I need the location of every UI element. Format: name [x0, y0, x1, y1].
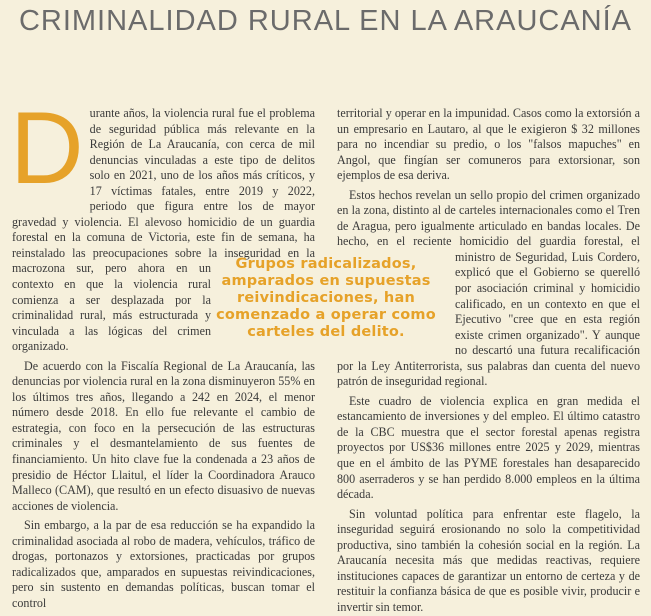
paragraph: territorial y operar en la impunidad. Casos como la extorsión a un empresario en Lautaro, al que le exigieron $ 32 millones para no incendiar su predio, o los "falsos mapuches" en Angol, que fingían ser comuneros para extorsionar, son ejemplos de esa deriva. — [337, 106, 640, 183]
pull-quote: Grupos radicalizados, amparados en supuestas reivindicaciones, han comenzado a operar como carteles del delito. — [216, 256, 436, 340]
paragraph: Sin voluntad política para enfrentar este flagelo, la inseguridad seguirá erosionando no solo la competitividad productiva, sino también la cohesión social en la región. La Araucanía necesita más que medidas reactivas, requiere instituciones capaces de garantizar un entorno de certeza y de restituir la confianza básica de que es posible vivir, producir e invertir sin temor. — [337, 506, 640, 614]
headline: CRIMINALIDAD RURAL EN LA ARAUCANÍA — [18, 5, 633, 37]
paragraph-text: urante años, la violencia rural fue el problema de seguridad pública más relevante en la Región de La Araucanía, con cerca de mil denuncias vinculadas a este tipo de delitos solo en 2021, uno de los años más críticos, y 17 víctimas fatales, entre 2019 y 2022, periodo que figura entre los de mayor gravedad y violencia. El alevoso homicidio de un guardia forestal en la comuna de Victoria, este fin de semana, ha reinstalado las preocupaciones sobre la inseguridad en la macrozona — [12, 106, 315, 276]
right-column — [337, 106, 640, 616]
paragraph-text: de Seguridad, Luis Cordero, explicó que el Gobierno se querelló por asociación criminal y homicidio calificado, en un contexto en que el Ejecutivo "cree que en esta región existe crimen organizado". Y aunque no descartó una futura recalificación por la Ley Antiterrorista, sus palabras dan cuenta del nuevo patrón de inseguridad regional. — [337, 249, 640, 389]
paragraph-text: sur, pero ahora en un contexto en que la violencia rural comienza a ser desplazada por la criminalidad rural, más estructurada y vinculada a las lógicas del crimen organizado. — [12, 261, 211, 354]
paragraph: Sin embargo, a la par de esa reducción se ha expandido la criminalidad asociada al robo de madera, vehículos, tráfico de drogas, portonazos y extorsiones, practicadas por grupos radicalizados que, amparados en supuestas reivindicaciones, pero sin sustento en demandas políticas, buscan tomar el control — [12, 518, 315, 610]
drop-cap: D — [10, 91, 84, 205]
paragraph-text: Estos hechos revelan un sello propio del crimen organizado en la zona, distinto al de carteles internacionales como el Tren de Aragua, pero igualmente articulado en bandas locales. De hecho, en el reciente homicidio del guardia forestal, el ministro — [337, 187, 640, 264]
left-column — [10, 91, 315, 612]
paragraph: De acuerdo con la Fiscalía Regional de La Araucanía, las denuncias por violencia rural en la zona disminuyeron 55% en los últimos tres años, llegando a 242 en 2024, el menor número desde 2018. En ello fue relevante el cambio de estrategia, con foco en la persecución de las estructuras criminales y el desmantelamiento de sus fuentes de financiamiento. Un hito clave fue la condenada a 23 años de presidio de Héctor Llaitul, el líder la Coordinadora Arauco Malleco (CAM), que resultó en un efecto disuasivo de nuevas acciones de violencia. — [12, 358, 315, 513]
paragraph: Este cuadro de violencia explica en gran medida el estancamiento de inversiones y del empleo. El último catastro de la CBC muestra que el sector forestal apenas registra proyectos por US$36 millones entre 2025 y 2029, mientras que en el ámbito de las PYME forestales han desaparecido 800 aserraderos y se han perdido 8.000 empleos en la última década. — [337, 393, 640, 502]
